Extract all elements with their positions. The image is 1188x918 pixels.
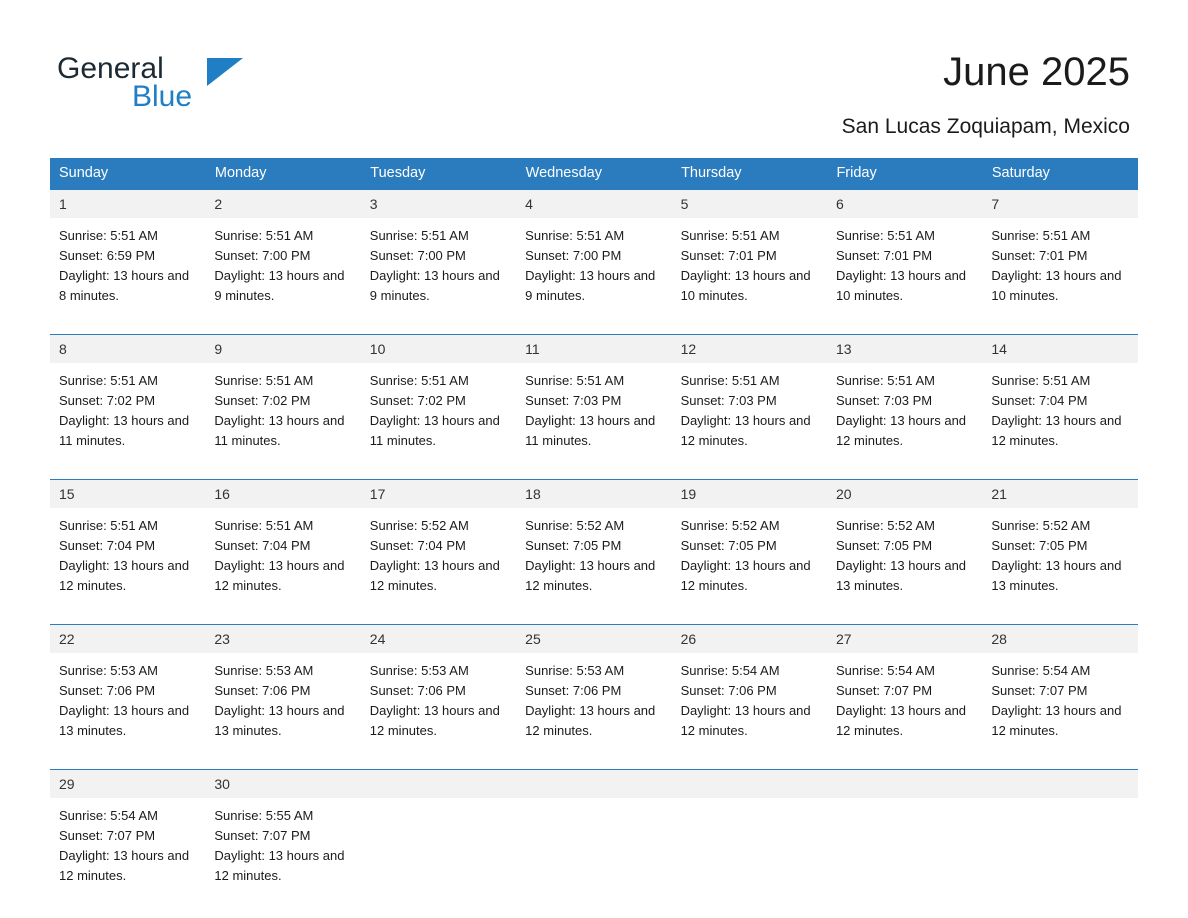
calendar-container [50, 158, 1138, 904]
day-details [516, 363, 671, 451]
sunset-text: Sunset: 7:02 PM [214, 392, 311, 408]
day-details [205, 508, 360, 596]
triangle-logo-icon [207, 58, 243, 86]
day-details [982, 653, 1137, 741]
day-details [672, 363, 827, 451]
day-number [672, 770, 827, 798]
calendar-day-cell[interactable] [205, 189, 360, 324]
sunrise-text: Sunrise: 5:53 AM [369, 662, 469, 678]
day-number: 8 [50, 335, 205, 363]
calendar-day-cell[interactable] [50, 769, 205, 904]
day-details [827, 653, 982, 741]
week-spacer [50, 469, 1138, 479]
sunrise-text: Sunrise: 5:51 AM [835, 227, 935, 243]
day-details [516, 218, 671, 306]
sunset-text: Sunset: 7:07 PM [835, 682, 933, 698]
day-number: 15 [50, 480, 205, 508]
calendar-day-cell[interactable] [205, 334, 360, 469]
day-number [827, 770, 982, 798]
day-details [361, 508, 516, 596]
day-details [205, 798, 360, 886]
calendar-day-cell-empty [982, 769, 1137, 904]
day-details [827, 508, 982, 596]
day-details [516, 653, 671, 741]
weekday-header-tuesday: Tuesday [361, 158, 516, 189]
sunrise-text: Sunrise: 5:52 AM [991, 517, 1091, 533]
week-spacer [50, 614, 1138, 624]
sunrise-text: Sunrise: 5:52 AM [525, 517, 625, 533]
calendar-week-row [50, 334, 1138, 469]
day-number: 16 [205, 480, 360, 508]
sunrise-text: Sunrise: 5:54 AM [991, 662, 1091, 678]
sunrise-text: Sunrise: 5:51 AM [369, 227, 469, 243]
week-spacer [50, 324, 1138, 334]
day-details [50, 508, 205, 596]
daylight-text: Daylight: 13 hours and 13 minutes. [59, 702, 190, 738]
sunrise-text: Sunrise: 5:51 AM [525, 372, 625, 388]
day-number: 27 [827, 625, 982, 653]
calendar-day-cell[interactable] [50, 479, 205, 614]
day-details [50, 653, 205, 741]
daylight-text: Daylight: 13 hours and 12 minutes. [680, 412, 811, 448]
day-number: 5 [672, 190, 827, 218]
day-number: 26 [672, 625, 827, 653]
daylight-text: Daylight: 13 hours and 12 minutes. [680, 702, 811, 738]
day-details [361, 653, 516, 741]
calendar-day-cell[interactable] [827, 334, 982, 469]
day-details [205, 218, 360, 306]
calendar-day-cell[interactable] [516, 189, 671, 324]
sunset-text: Sunset: 7:00 PM [214, 247, 311, 263]
sunset-text: Sunset: 7:06 PM [369, 682, 466, 698]
sunrise-text: Sunrise: 5:51 AM [835, 372, 935, 388]
sunset-text: Sunset: 7:06 PM [525, 682, 622, 698]
day-number: 3 [361, 190, 516, 218]
day-number: 19 [672, 480, 827, 508]
daylight-text: Daylight: 13 hours and 13 minutes. [214, 702, 345, 738]
day-number: 14 [982, 335, 1137, 363]
day-number: 2 [205, 190, 360, 218]
calendar-day-cell[interactable] [827, 479, 982, 614]
day-number: 12 [672, 335, 827, 363]
day-details [50, 798, 205, 886]
calendar-table [50, 158, 1138, 904]
day-details [672, 508, 827, 596]
sunset-text: Sunset: 7:02 PM [369, 392, 466, 408]
sunset-text: Sunset: 7:06 PM [59, 682, 156, 698]
weekday-header-friday: Friday [827, 158, 982, 189]
sunrise-text: Sunrise: 5:51 AM [991, 372, 1091, 388]
sunset-text: Sunset: 7:05 PM [991, 537, 1088, 553]
day-number: 10 [361, 335, 516, 363]
calendar-week-row [50, 479, 1138, 614]
sunset-text: Sunset: 7:01 PM [991, 247, 1088, 263]
weekday-header-monday: Monday [205, 158, 360, 189]
calendar-day-cell[interactable] [205, 479, 360, 614]
calendar-day-cell[interactable] [361, 189, 516, 324]
daylight-text: Daylight: 13 hours and 12 minutes. [214, 557, 345, 593]
sunset-text: Sunset: 7:02 PM [59, 392, 156, 408]
sunrise-text: Sunrise: 5:51 AM [680, 372, 780, 388]
sunrise-text: Sunrise: 5:51 AM [214, 372, 314, 388]
calendar-day-cell[interactable] [361, 334, 516, 469]
daylight-text: Daylight: 13 hours and 12 minutes. [835, 412, 967, 448]
day-details [982, 508, 1137, 596]
sunset-text: Sunset: 7:01 PM [835, 247, 933, 263]
day-number: 22 [50, 625, 205, 653]
day-number: 11 [516, 335, 671, 363]
weekday-header-thursday: Thursday [672, 158, 827, 189]
daylight-text: Daylight: 13 hours and 11 minutes. [369, 412, 500, 448]
calendar-day-cell[interactable] [205, 624, 360, 759]
day-details [827, 218, 982, 306]
calendar-day-cell[interactable] [982, 624, 1137, 759]
day-number: 30 [205, 770, 360, 798]
sunset-text: Sunset: 7:06 PM [680, 682, 777, 698]
calendar-day-cell[interactable] [361, 624, 516, 759]
day-details [982, 218, 1137, 306]
day-details [361, 363, 516, 451]
day-details [982, 363, 1137, 451]
calendar-day-cell-empty [516, 769, 671, 904]
sunrise-text: Sunrise: 5:53 AM [214, 662, 314, 678]
sunset-text: Sunset: 7:07 PM [59, 827, 156, 843]
day-number: 29 [50, 770, 205, 798]
daylight-text: Daylight: 13 hours and 12 minutes. [59, 557, 190, 593]
sunset-text: Sunset: 7:07 PM [991, 682, 1088, 698]
location-subtitle: San Lucas Zoquiapam, Mexico [841, 115, 1130, 138]
spacer-cell [50, 614, 1138, 624]
daylight-text: Daylight: 13 hours and 13 minutes. [991, 557, 1122, 593]
calendar-week-row [50, 624, 1138, 759]
daylight-text: Daylight: 13 hours and 11 minutes. [214, 412, 345, 448]
sunrise-text: Sunrise: 5:51 AM [59, 372, 158, 388]
calendar-day-cell[interactable] [827, 624, 982, 759]
daylight-text: Daylight: 13 hours and 12 minutes. [369, 702, 500, 738]
calendar-day-cell[interactable] [672, 189, 827, 324]
week-spacer [50, 759, 1138, 769]
daylight-text: Daylight: 13 hours and 12 minutes. [525, 702, 656, 738]
sunset-text: Sunset: 7:04 PM [991, 392, 1088, 408]
day-number: 6 [827, 190, 982, 218]
calendar-day-cell[interactable] [672, 334, 827, 469]
sunrise-text: Sunrise: 5:51 AM [680, 227, 780, 243]
weekday-header-wednesday: Wednesday [516, 158, 671, 189]
calendar-day-cell[interactable] [361, 479, 516, 614]
day-number: 4 [516, 190, 671, 218]
calendar-week-row [50, 189, 1138, 324]
daylight-text: Daylight: 13 hours and 12 minutes. [369, 557, 500, 593]
daylight-text: Daylight: 13 hours and 13 minutes. [835, 557, 967, 593]
sunset-text: Sunset: 7:05 PM [680, 537, 777, 553]
calendar-day-cell[interactable] [516, 334, 671, 469]
day-number: 1 [50, 190, 205, 218]
sunrise-text: Sunrise: 5:54 AM [680, 662, 780, 678]
sunset-text: Sunset: 7:05 PM [835, 537, 933, 553]
daylight-text: Daylight: 13 hours and 10 minutes. [991, 267, 1122, 303]
daylight-text: Daylight: 13 hours and 12 minutes. [214, 847, 345, 883]
sunrise-text: Sunrise: 5:51 AM [369, 372, 469, 388]
daylight-text: Daylight: 13 hours and 10 minutes. [680, 267, 811, 303]
calendar-day-cell-empty [827, 769, 982, 904]
day-details [361, 218, 516, 306]
calendar-day-cell[interactable] [50, 334, 205, 469]
page-header [0, 0, 1188, 152]
daylight-text: Daylight: 13 hours and 12 minutes. [525, 557, 656, 593]
day-number [516, 770, 671, 798]
day-number: 24 [361, 625, 516, 653]
spacer-cell [50, 759, 1138, 769]
sunrise-text: Sunrise: 5:51 AM [214, 227, 314, 243]
sunrise-text: Sunrise: 5:51 AM [59, 517, 158, 533]
calendar-day-cell[interactable] [205, 769, 360, 904]
page-title: June 2025 [943, 50, 1130, 94]
weekday-header-sunday: Sunday [50, 158, 205, 189]
day-number: 25 [516, 625, 671, 653]
daylight-text: Daylight: 13 hours and 12 minutes. [991, 702, 1122, 738]
daylight-text: Daylight: 13 hours and 11 minutes. [525, 412, 656, 448]
calendar-day-cell[interactable] [982, 479, 1137, 614]
brand-name-general: General [57, 52, 164, 85]
brand-name-blue: Blue [132, 80, 193, 113]
daylight-text: Daylight: 13 hours and 9 minutes. [214, 267, 345, 303]
day-number: 20 [827, 480, 982, 508]
daylight-text: Daylight: 13 hours and 12 minutes. [991, 412, 1122, 448]
sunrise-text: Sunrise: 5:52 AM [680, 517, 780, 533]
day-number: 23 [205, 625, 360, 653]
day-number: 13 [827, 335, 982, 363]
daylight-text: Daylight: 13 hours and 8 minutes. [59, 267, 190, 303]
sunset-text: Sunset: 7:00 PM [525, 247, 622, 263]
sunrise-text: Sunrise: 5:53 AM [59, 662, 158, 678]
day-details [672, 218, 827, 306]
sunrise-text: Sunrise: 5:54 AM [835, 662, 935, 678]
weekday-header-row [50, 158, 1138, 189]
sunrise-text: Sunrise: 5:55 AM [214, 807, 314, 823]
daylight-text: Daylight: 13 hours and 12 minutes. [680, 557, 811, 593]
day-number: 7 [982, 190, 1137, 218]
day-number: 9 [205, 335, 360, 363]
daylight-text: Daylight: 13 hours and 9 minutes. [525, 267, 656, 303]
day-number [361, 770, 516, 798]
daylight-text: Daylight: 13 hours and 12 minutes. [835, 702, 967, 738]
sunset-text: Sunset: 7:03 PM [835, 392, 933, 408]
day-number: 18 [516, 480, 671, 508]
daylight-text: Daylight: 13 hours and 10 minutes. [835, 267, 967, 303]
sunset-text: Sunset: 7:03 PM [680, 392, 777, 408]
spacer-cell [50, 324, 1138, 334]
daylight-text: Daylight: 13 hours and 9 minutes. [369, 267, 500, 303]
day-number [982, 770, 1137, 798]
sunrise-text: Sunrise: 5:51 AM [59, 227, 158, 243]
calendar-day-cell[interactable] [516, 624, 671, 759]
calendar-week-row [50, 769, 1138, 904]
day-number: 28 [982, 625, 1137, 653]
day-details [50, 363, 205, 451]
calendar-day-cell[interactable] [672, 624, 827, 759]
brand-logo[interactable] [57, 52, 257, 114]
day-number: 17 [361, 480, 516, 508]
calendar-day-cell[interactable] [982, 334, 1137, 469]
calendar-day-cell[interactable] [982, 189, 1137, 324]
sunset-text: Sunset: 7:06 PM [214, 682, 311, 698]
calendar-day-cell[interactable] [50, 624, 205, 759]
sunset-text: Sunset: 6:59 PM [59, 247, 156, 263]
sunset-text: Sunset: 7:05 PM [525, 537, 622, 553]
day-details [827, 363, 982, 451]
sunset-text: Sunset: 7:04 PM [214, 537, 311, 553]
sunrise-text: Sunrise: 5:51 AM [991, 227, 1091, 243]
weekday-header-saturday: Saturday [982, 158, 1137, 189]
day-details [516, 508, 671, 596]
calendar-day-cell[interactable] [516, 479, 671, 614]
day-details [205, 653, 360, 741]
calendar-day-cell-empty [361, 769, 516, 904]
daylight-text: Daylight: 13 hours and 12 minutes. [59, 847, 190, 883]
calendar-day-cell[interactable] [827, 189, 982, 324]
calendar-day-cell[interactable] [672, 479, 827, 614]
day-details [672, 653, 827, 741]
sunset-text: Sunset: 7:04 PM [59, 537, 156, 553]
sunrise-text: Sunrise: 5:51 AM [214, 517, 314, 533]
sunrise-text: Sunrise: 5:52 AM [835, 517, 935, 533]
calendar-day-cell-empty [672, 769, 827, 904]
sunrise-text: Sunrise: 5:52 AM [369, 517, 469, 533]
sunset-text: Sunset: 7:01 PM [680, 247, 777, 263]
sunset-text: Sunset: 7:00 PM [369, 247, 466, 263]
spacer-cell [50, 469, 1138, 479]
sunrise-text: Sunrise: 5:51 AM [525, 227, 625, 243]
sunset-text: Sunset: 7:03 PM [525, 392, 622, 408]
calendar-day-cell[interactable] [50, 189, 205, 324]
sunrise-text: Sunrise: 5:53 AM [525, 662, 625, 678]
daylight-text: Daylight: 13 hours and 11 minutes. [59, 412, 190, 448]
day-number: 21 [982, 480, 1137, 508]
sunrise-text: Sunrise: 5:54 AM [59, 807, 158, 823]
sunset-text: Sunset: 7:07 PM [214, 827, 311, 843]
day-details [205, 363, 360, 451]
sunset-text: Sunset: 7:04 PM [369, 537, 466, 553]
day-details [50, 218, 205, 306]
